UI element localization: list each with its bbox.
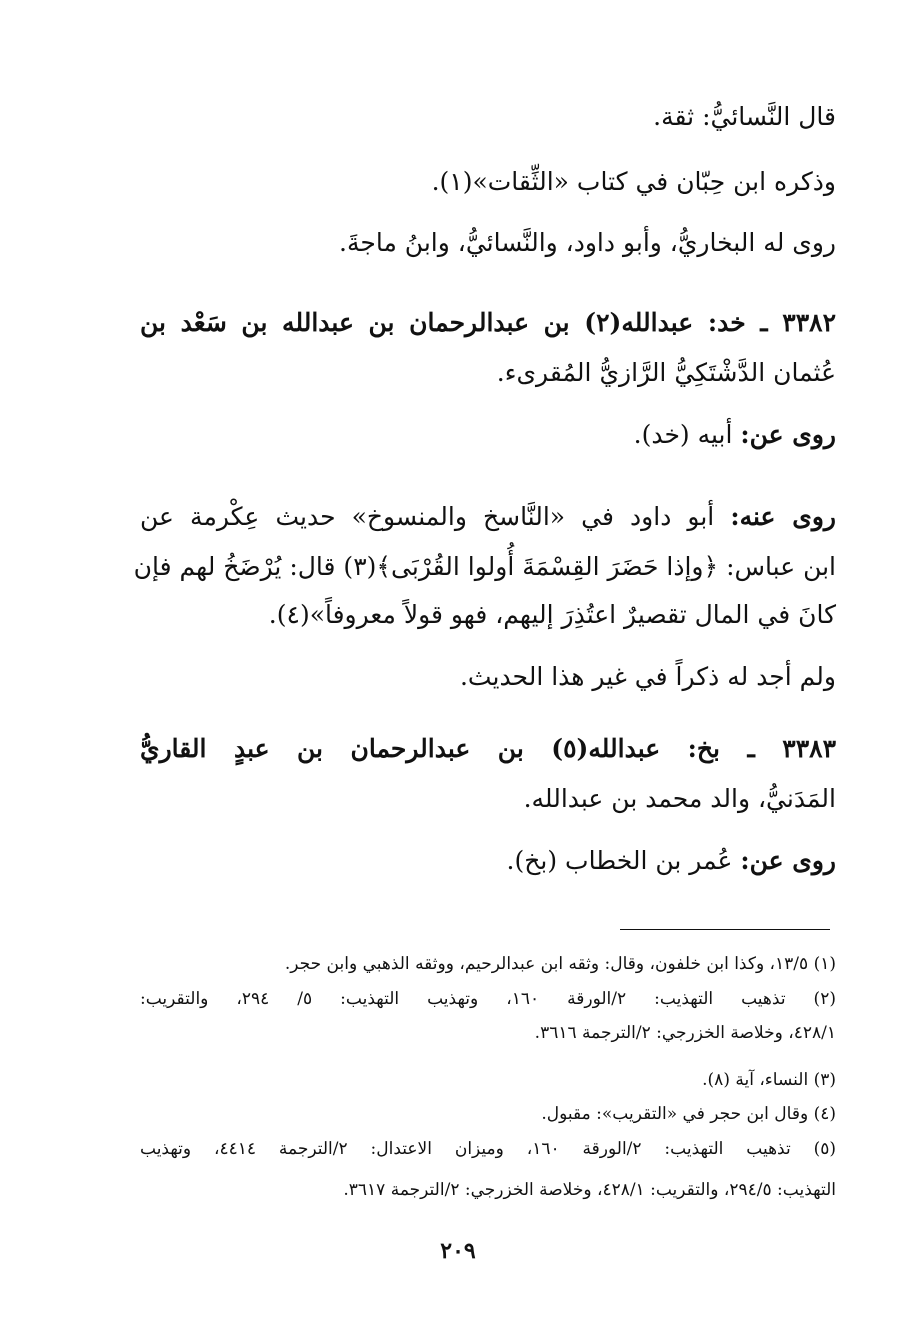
narrated-from-label: روى عن: — [740, 846, 836, 875]
footnote-4: (٤) وقال ابن حجر في «التقريب»: مقبول. — [541, 1104, 836, 1124]
footnote-5: (٥) تذهيب التهذيب: ٢/الورقة ١٦٠، وميزان الاعتدال: ٢/الترجمة ٤٤١٤، وتهذيب — [140, 1139, 836, 1159]
narrated-by-text: أبو داود في «النَّاسخ والمنسوخ» حديث عِكْرمة عن — [140, 502, 715, 531]
body-line: روى له البخاريُّ، وأبو داود، والنَّسائيُّ، وابنُ ماجةَ. — [339, 228, 836, 257]
footnote-3: (٣) النساء، آية (٨). — [702, 1070, 836, 1090]
body-line: كانَ في المال تقصيرٌ اعتُذِرَ إليهم، فهو قولاً معروفاً»(٤). — [268, 600, 836, 629]
footnote-2-cont: ٤٢٨/١، وخلاصة الخزرجي: ٢/الترجمة ٣٦١٦. — [534, 1023, 836, 1043]
entry-3383-heading-cont: المَدَنيُّ، والد محمد بن عبدالله. — [523, 784, 836, 813]
footnote-1: (١) ١٣/٥، وكذا ابن خلفون، وقال: وثقه ابن عبدالرحيم، ووثقه الذهبي وابن حجر. — [284, 954, 836, 974]
body-line: ابن عباس: ﴿وإذا حَضَرَ القِسْمَةَ أُولوا القُرْبَى﴾(٣) قال: يُرْضَخُ لهم فإن — [133, 552, 836, 581]
body-line: قال النَّسائيُّ: ثقة. — [653, 102, 836, 131]
narrated-from-label: روى عن: — [740, 420, 836, 449]
entry-3382-heading-cont: عُثمان الدَّشْتَكِيُّ الرَّازيُّ المُقرىء. — [496, 358, 836, 387]
entry-3382-heading: ٣٣٨٢ ـ خد: عبدالله(٢) بن عبدالرحمان بن عبدالله بن سَعْد بن — [140, 308, 836, 337]
footnote-5-cont: التهذيب: ٢٩٤/٥، والتقريب: ٤٢٨/١، وخلاصة الخزرجي: ٢/الترجمة ٣٦١٧. — [343, 1180, 836, 1200]
footnote-2: (٢) تذهيب التهذيب: ٢/الورقة ١٦٠، وتهذيب التهذيب: ٥/ ٢٩٤، والتقريب: — [140, 989, 836, 1009]
narrated-from-line — [0, 418, 836, 452]
narrated-from-line — [0, 844, 836, 878]
narrated-by-label: روى عنه: — [730, 502, 836, 531]
entry-3383-heading: ٣٣٨٣ ـ بخ: عبدالله(٥) بن عبدالرحمان بن عبدٍ القاريُّ — [140, 734, 836, 763]
body-line: ولم أجد له ذكراً في غير هذا الحديث. — [459, 662, 836, 691]
footnote-divider — [620, 929, 830, 930]
narrated-from-text: عُمر بن الخطاب (بخ). — [506, 846, 733, 875]
page-number: ٢٠٩ — [440, 1238, 476, 1264]
body-line: وذكره ابن حِبّان في كتاب «الثِّقات»(١). — [431, 167, 836, 196]
narrated-from-text: أبيه (خد). — [633, 420, 733, 449]
narrated-by-line — [140, 500, 836, 534]
